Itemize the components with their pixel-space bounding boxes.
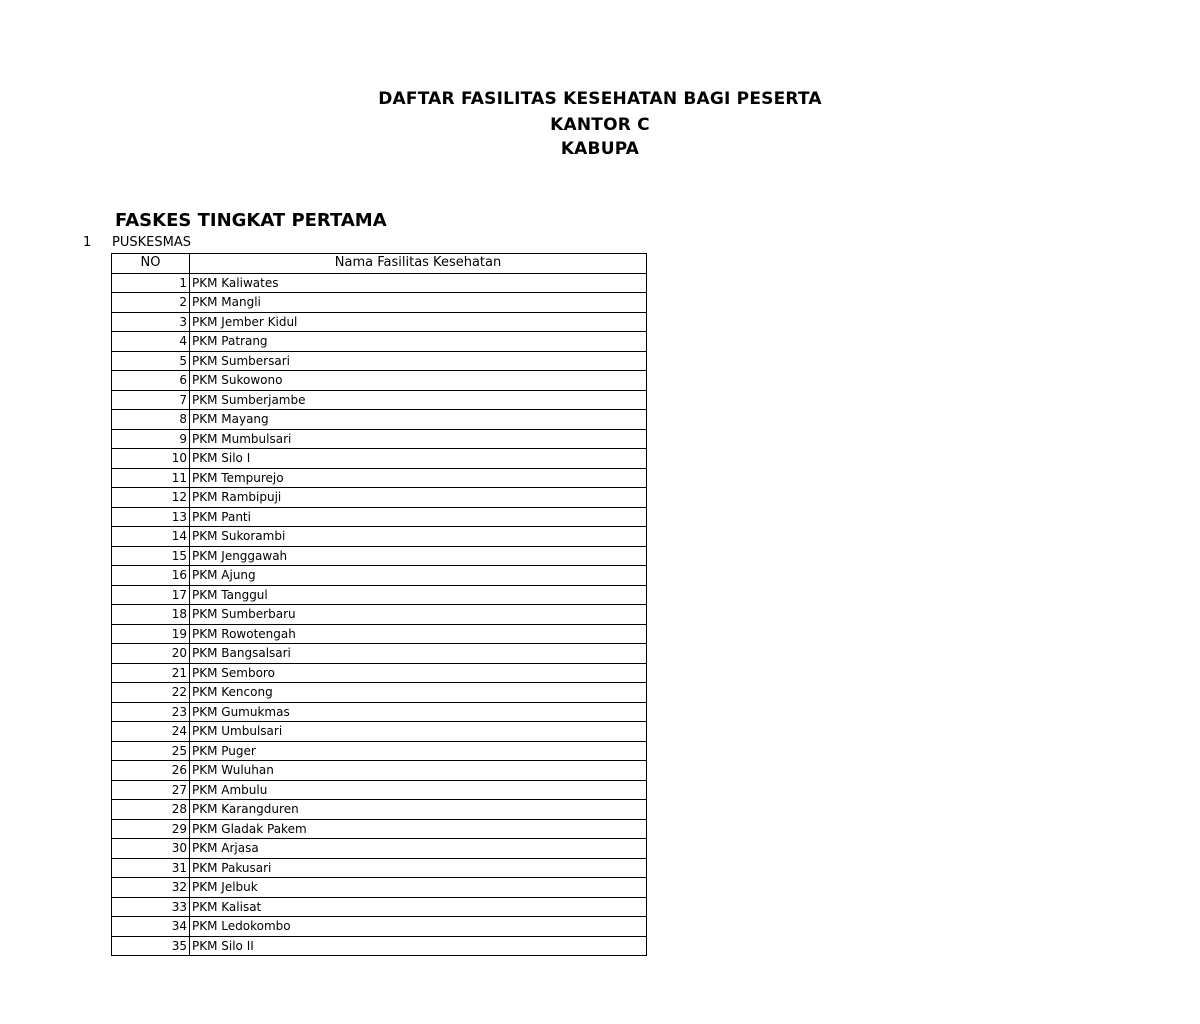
table-row xyxy=(112,936,647,956)
table-row xyxy=(112,546,647,566)
row-number: 2 xyxy=(112,293,190,313)
row-number: 32 xyxy=(112,878,190,898)
table-row xyxy=(112,761,647,781)
document-title-line-3: KABUPA xyxy=(560,139,640,159)
table-row xyxy=(112,371,647,391)
facility-name: PKM Sukowono xyxy=(190,371,647,391)
row-number: 34 xyxy=(112,917,190,937)
table-row xyxy=(112,390,647,410)
table-row xyxy=(112,332,647,352)
row-number: 27 xyxy=(112,780,190,800)
table-row xyxy=(112,878,647,898)
row-number: 28 xyxy=(112,800,190,820)
table-header-row xyxy=(112,254,647,274)
row-number: 20 xyxy=(112,644,190,664)
subsection-title: PUSKESMAS xyxy=(112,235,191,250)
facility-name: PKM Rowotengah xyxy=(190,624,647,644)
table-row xyxy=(112,683,647,703)
facility-name: PKM Silo II xyxy=(190,936,647,956)
subsection-number: 1 xyxy=(83,235,92,250)
table-row xyxy=(112,780,647,800)
facility-name: PKM Tanggul xyxy=(190,585,647,605)
document-title-line-1: DAFTAR FASILITAS KESEHATAN BAGI PESERTA xyxy=(378,89,822,109)
facility-name: PKM Gladak Pakem xyxy=(190,819,647,839)
facility-name: PKM Mumbulsari xyxy=(190,429,647,449)
facility-name: PKM Puger xyxy=(190,741,647,761)
table-row xyxy=(112,663,647,683)
row-number: 14 xyxy=(112,527,190,547)
row-number: 29 xyxy=(112,819,190,839)
table-row xyxy=(112,702,647,722)
facility-name: PKM Umbulsari xyxy=(190,722,647,742)
facility-name: PKM Wuluhan xyxy=(190,761,647,781)
row-number: 11 xyxy=(112,468,190,488)
facility-name: PKM Ajung xyxy=(190,566,647,586)
row-number: 10 xyxy=(112,449,190,469)
table-row xyxy=(112,917,647,937)
table-row xyxy=(112,312,647,332)
table-row xyxy=(112,351,647,371)
header-no: NO xyxy=(112,254,190,274)
table-row xyxy=(112,449,647,469)
row-number: 3 xyxy=(112,312,190,332)
facility-name: PKM Kalisat xyxy=(190,897,647,917)
row-number: 33 xyxy=(112,897,190,917)
row-number: 19 xyxy=(112,624,190,644)
facility-name: PKM Silo I xyxy=(190,449,647,469)
table-row xyxy=(112,429,647,449)
facility-name: PKM Rambipuji xyxy=(190,488,647,508)
facility-name: PKM Jember Kidul xyxy=(190,312,647,332)
facility-name: PKM Mayang xyxy=(190,410,647,430)
table-row xyxy=(112,585,647,605)
row-number: 26 xyxy=(112,761,190,781)
facility-name: PKM Sumbersari xyxy=(190,351,647,371)
table-row xyxy=(112,507,647,527)
row-number: 18 xyxy=(112,605,190,625)
facility-name: PKM Jelbuk xyxy=(190,878,647,898)
table-row xyxy=(112,644,647,664)
table-row xyxy=(112,468,647,488)
facility-name: PKM Ledokombo xyxy=(190,917,647,937)
row-number: 24 xyxy=(112,722,190,742)
row-number: 7 xyxy=(112,390,190,410)
facility-name: PKM Semboro xyxy=(190,663,647,683)
facility-name: PKM Bangsalsari xyxy=(190,644,647,664)
row-number: 8 xyxy=(112,410,190,430)
row-number: 15 xyxy=(112,546,190,566)
table-row xyxy=(112,624,647,644)
table-row xyxy=(112,819,647,839)
row-number: 17 xyxy=(112,585,190,605)
facility-name: PKM Sumberjambe xyxy=(190,390,647,410)
row-number: 25 xyxy=(112,741,190,761)
table-row xyxy=(112,741,647,761)
row-number: 16 xyxy=(112,566,190,586)
table-row xyxy=(112,858,647,878)
row-number: 35 xyxy=(112,936,190,956)
table-row xyxy=(112,800,647,820)
row-number: 12 xyxy=(112,488,190,508)
row-number: 31 xyxy=(112,858,190,878)
row-number: 6 xyxy=(112,371,190,391)
table-row xyxy=(112,293,647,313)
facility-name: PKM Mangli xyxy=(190,293,647,313)
facility-name: PKM Jenggawah xyxy=(190,546,647,566)
table-body xyxy=(112,273,647,956)
table-row xyxy=(112,566,647,586)
facility-name: PKM Tempurejo xyxy=(190,468,647,488)
table-row xyxy=(112,488,647,508)
row-number: 23 xyxy=(112,702,190,722)
row-number: 9 xyxy=(112,429,190,449)
row-number: 13 xyxy=(112,507,190,527)
table-row xyxy=(112,527,647,547)
facility-name: PKM Sumberbaru xyxy=(190,605,647,625)
facility-name: PKM Pakusari xyxy=(190,858,647,878)
row-number: 21 xyxy=(112,663,190,683)
facility-name: PKM Arjasa xyxy=(190,839,647,859)
row-number: 1 xyxy=(112,273,190,293)
facility-name: PKM Karangduren xyxy=(190,800,647,820)
row-number: 22 xyxy=(112,683,190,703)
table-row xyxy=(112,273,647,293)
facility-name: PKM Gumukmas xyxy=(190,702,647,722)
facility-table xyxy=(111,253,647,956)
facility-name: PKM Ambulu xyxy=(190,780,647,800)
row-number: 5 xyxy=(112,351,190,371)
row-number: 30 xyxy=(112,839,190,859)
header-name: Nama Fasilitas Kesehatan xyxy=(190,254,647,274)
table-row xyxy=(112,897,647,917)
facility-name: PKM Panti xyxy=(190,507,647,527)
document-title-line-2: KANTOR C xyxy=(550,115,650,135)
facility-name: PKM Patrang xyxy=(190,332,647,352)
section-heading: FASKES TINGKAT PERTAMA xyxy=(115,210,387,231)
table-row xyxy=(112,605,647,625)
facility-name: PKM Sukorambi xyxy=(190,527,647,547)
table-row xyxy=(112,722,647,742)
facility-name: PKM Kencong xyxy=(190,683,647,703)
table-row xyxy=(112,839,647,859)
table-row xyxy=(112,410,647,430)
facility-name: PKM Kaliwates xyxy=(190,273,647,293)
row-number: 4 xyxy=(112,332,190,352)
